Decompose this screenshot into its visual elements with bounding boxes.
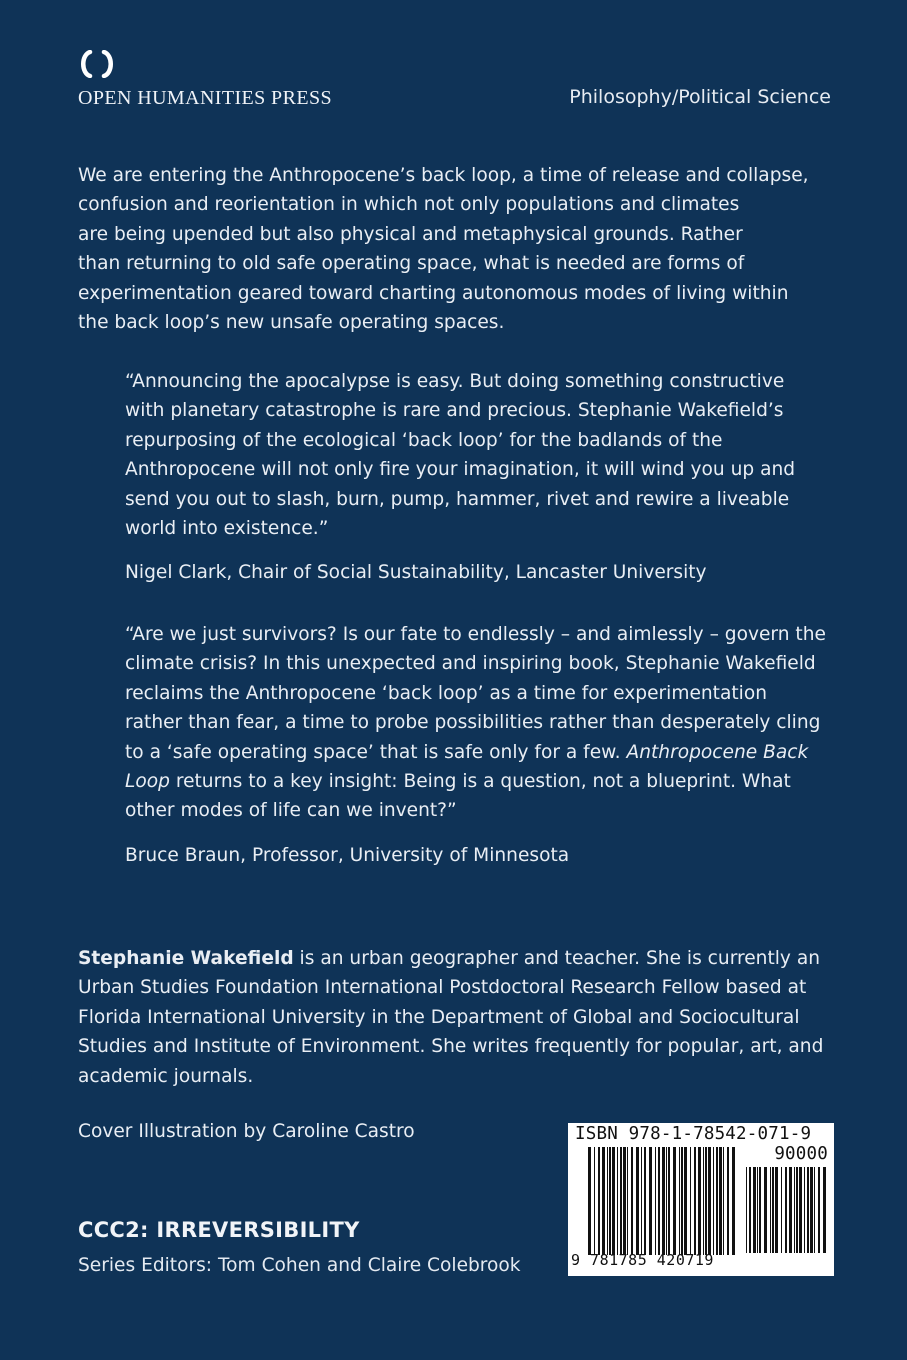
barcode-bar xyxy=(772,1167,774,1253)
barcode-bar xyxy=(620,1147,622,1255)
barcode-bar xyxy=(703,1147,704,1255)
barcode-bar xyxy=(814,1167,815,1253)
barcode-bar xyxy=(764,1167,767,1253)
barcode-bar xyxy=(698,1147,701,1255)
book-category: Philosophy/Political Science xyxy=(569,86,831,108)
bio-line: Urban Studies Foundation International Postdoctoral Research Fellow based at xyxy=(78,977,807,999)
isbn-barcode xyxy=(568,1123,834,1276)
barcode-bar xyxy=(617,1147,618,1255)
barcode-bar xyxy=(627,1147,628,1255)
barcode-bar xyxy=(799,1167,802,1253)
quote-line xyxy=(125,767,837,796)
barcode-bar xyxy=(753,1167,756,1253)
barcode-bar xyxy=(713,1147,714,1255)
publisher-name: OPEN HUMANITIES PRESS xyxy=(78,87,332,109)
barcode-bar xyxy=(636,1147,639,1255)
blurb-line: than returning to old safe operating space, what is needed are forms of xyxy=(78,253,745,275)
ean-barcode-bars xyxy=(588,1147,738,1255)
barcode-bar xyxy=(723,1147,724,1255)
quote-line: “Announcing the apocalypse is easy. But doing something constructive xyxy=(125,371,785,392)
barcode-bar xyxy=(609,1147,611,1255)
open-parentheses-logo-icon xyxy=(78,50,116,78)
barcode-bar xyxy=(658,1147,660,1255)
book-title-italic: Loop xyxy=(125,771,170,793)
barcode-bar xyxy=(623,1147,626,1255)
barcode-bar xyxy=(612,1147,615,1255)
bio-line: Studies and Institute of Environment. She writes frequently for popular, art, and xyxy=(78,1036,824,1058)
series-title: CCC2: IRREVERSIBILITY xyxy=(78,1218,360,1242)
quote-line: climate crisis? In this unexpected and inspiring book, Stephanie Wakefield xyxy=(125,653,816,675)
bio-line: Florida International University in the Department of Global and Sociocultural xyxy=(78,1006,800,1028)
barcode-bar xyxy=(641,1147,642,1255)
book-title-italic: Anthropocene Back xyxy=(626,741,809,763)
quote-line: other modes of life can we invent?” xyxy=(125,800,457,822)
barcode-bar xyxy=(759,1167,761,1253)
barcode-bar xyxy=(655,1147,656,1255)
barcode-bar xyxy=(770,1167,771,1253)
price-code: 90000 xyxy=(774,1144,828,1164)
book-blurb xyxy=(78,161,838,337)
barcode-bar xyxy=(673,1147,676,1255)
cover-illustration-credit: Cover Illustration by Caroline Castro xyxy=(78,1121,415,1142)
barcode-bar xyxy=(681,1147,683,1255)
barcode-bar xyxy=(796,1167,798,1253)
barcode-bar xyxy=(644,1147,646,1255)
blurb-line: the back loop’s new unsafe operating spaces. xyxy=(78,312,505,334)
barcode-bar xyxy=(705,1147,707,1255)
quote-line xyxy=(125,738,837,767)
barcode-bar xyxy=(810,1167,813,1253)
barcode-bar xyxy=(775,1167,778,1253)
barcode-bar xyxy=(649,1147,652,1255)
quote-line: Anthropocene will not only fire your imagination, it will wind you up and xyxy=(125,459,796,481)
quote-line: rather than fear, a time to probe possibilities rather than desperately cling xyxy=(125,712,821,734)
barcode-bar xyxy=(823,1167,826,1253)
barcode-bar xyxy=(746,1167,747,1253)
blurb-line: confusion and reorientation in which not only populations and climates xyxy=(78,194,740,216)
bio-line: academic journals. xyxy=(78,1065,254,1087)
barcode-digits: 9 781785 420719 xyxy=(571,1251,714,1269)
barcode-bar xyxy=(602,1147,605,1255)
barcode-bar xyxy=(807,1167,809,1253)
quote-line-text: to a ‘safe operating space’ that is safe only for a few. xyxy=(125,741,627,763)
barcode-bar xyxy=(662,1147,665,1255)
barcode-bar xyxy=(588,1147,591,1255)
blurb-line: experimentation geared toward charting autonomous modes of living within xyxy=(78,282,789,304)
author-name: Stephanie Wakefield xyxy=(78,948,294,969)
barcode-bar xyxy=(789,1167,792,1253)
barcode-bar xyxy=(708,1147,711,1255)
barcode-bar xyxy=(749,1167,751,1253)
barcode-bar xyxy=(598,1147,600,1255)
barcode-bar xyxy=(785,1167,787,1253)
barcode-bar xyxy=(818,1167,820,1253)
barcode-bar xyxy=(732,1147,735,1255)
quote-1-attribution: Nigel Clark, Chair of Social Sustainability, Lancaster University xyxy=(125,562,707,583)
barcode-bar xyxy=(727,1147,729,1255)
barcode-bar xyxy=(668,1147,670,1255)
barcode-bar xyxy=(666,1147,667,1255)
barcode-bar xyxy=(594,1147,595,1255)
endorsement-quote-2 xyxy=(125,620,837,826)
quote-line-text: returns to a key insight: Being is a question, not a blueprint. What xyxy=(169,771,791,793)
barcode-bar xyxy=(794,1167,795,1253)
barcode-bar xyxy=(757,1167,758,1253)
barcode-bar xyxy=(716,1147,718,1255)
blurb-line: We are entering the Anthropocene’s back loop, a time of release and collapse, xyxy=(78,165,809,186)
endorsement-quote-1 xyxy=(125,367,837,543)
barcode-bar xyxy=(690,1147,691,1255)
quote-line: reclaims the Anthropocene ‘back loop’ as a time for experimentation xyxy=(125,682,767,704)
bio-line-text: is an urban geographer and teacher. She is currently an xyxy=(293,948,821,969)
blurb-line: are being upended but also physical and metaphysical grounds. Rather xyxy=(78,223,743,245)
barcode-bar xyxy=(694,1147,696,1255)
quote-line: “Are we just survivors? Is our fate to endlessly – and aimlessly – govern the xyxy=(125,624,826,645)
addon-barcode-bars xyxy=(746,1167,828,1253)
barcode-bar xyxy=(719,1147,722,1255)
quote-line: repurposing of the ecological ‘back loop’ for the badlands of the xyxy=(125,429,723,451)
barcode-bar xyxy=(684,1147,687,1255)
quote-line: with planetary catastrophe is rare and precious. Stephanie Wakefield’s xyxy=(125,400,784,422)
quote-2-attribution: Bruce Braun, Professor, University of Minnesota xyxy=(125,845,570,866)
quote-line: world into existence.” xyxy=(125,518,329,540)
barcode-bar xyxy=(679,1147,680,1255)
barcode-bar xyxy=(781,1167,782,1253)
barcode-bar xyxy=(631,1147,633,1255)
series-editors: Series Editors: Tom Cohen and Claire Colebrook xyxy=(78,1255,521,1276)
barcode-bar xyxy=(804,1167,805,1253)
isbn-label: ISBN 978-1-78542-071-9 xyxy=(575,1124,812,1144)
author-bio xyxy=(78,944,838,1091)
quote-line: send you out to slash, burn, pump, hammer, rivet and rewire a liveable xyxy=(125,488,790,510)
bio-line xyxy=(78,944,838,973)
barcode-bar xyxy=(607,1147,608,1255)
